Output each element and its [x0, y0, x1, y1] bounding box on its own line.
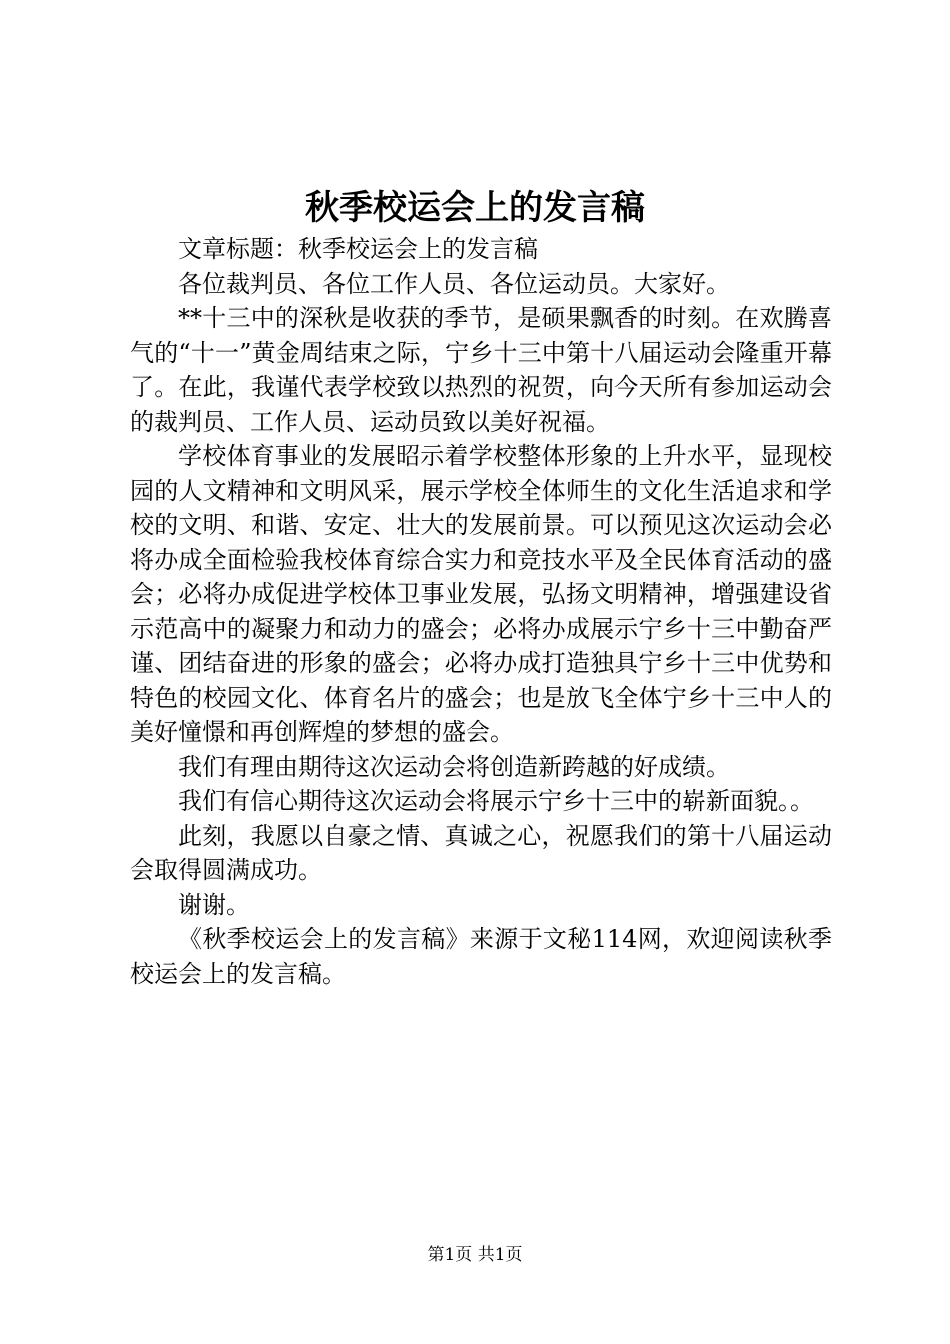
paragraph-source: 《秋季校运会上的发言稿》来源于文秘114网，欢迎阅读秋季校运会上的发言稿。 — [130, 925, 832, 988]
document-body — [130, 232, 832, 991]
paragraph-confidence: 我们有信心期待这次运动会将展示宁乡十三中的崭新面貌。。 — [178, 787, 814, 815]
paragraph-expectation: 我们有理由期待这次运动会将创造新跨越的好成绩。 — [178, 752, 730, 781]
document-title: 秋季校运会上的发言稿 — [305, 188, 645, 228]
paragraph-opening: **十三中的深秋是收获的季节，是硕果飘香的时刻。在欢腾喜气的“十一”黄金周结束之际，宁乡十三中第十八届运动会隆重开幕了。在此，我谨代表学校致以热烈的祝贺，向今天所有参加运动会的裁判员、工作人员、运动员致以美好祝福。 — [130, 304, 832, 436]
paragraph-greeting: 各位裁判员、各位工作人员、各位运动员。大家好。 — [178, 269, 730, 298]
paragraph-thanks: 谢谢。 — [178, 890, 250, 919]
paragraph-wishes: 此刻，我愿以自豪之情、真诚之心，祝愿我们的第十八届运动会取得圆满成功。 — [130, 821, 832, 884]
paragraph-significance: 学校体育事业的发展昭示着学校整体形象的上升水平，显现校园的人文精神和文明风采，展示学校全体师生的文化生活追求和学校的文明、和谐、安定、壮大的发展前景。可以预见这次运动会必将办成全面检验我校体育综合实力和竞技水平及全民体育活动的盛会；必将办成促进学校体卫事业发展，弘扬文明精神，增强建设省示范高中的凝聚力和动力的盛会；必将办成展示宁乡十三中勤奋严谨、团结奋进的形象的盛会；必将办成打造独具宁乡十三中优势和特色的校园文化、体育名片的盛会；也是放飞全体宁乡十三中人的美好憧憬和再创辉煌的梦想的盛会。 — [130, 442, 832, 746]
page-number-footer: 第1页 共1页 — [427, 1245, 523, 1265]
paragraph-article-title: 文章标题：秋季校运会上的发言稿 — [178, 235, 538, 263]
